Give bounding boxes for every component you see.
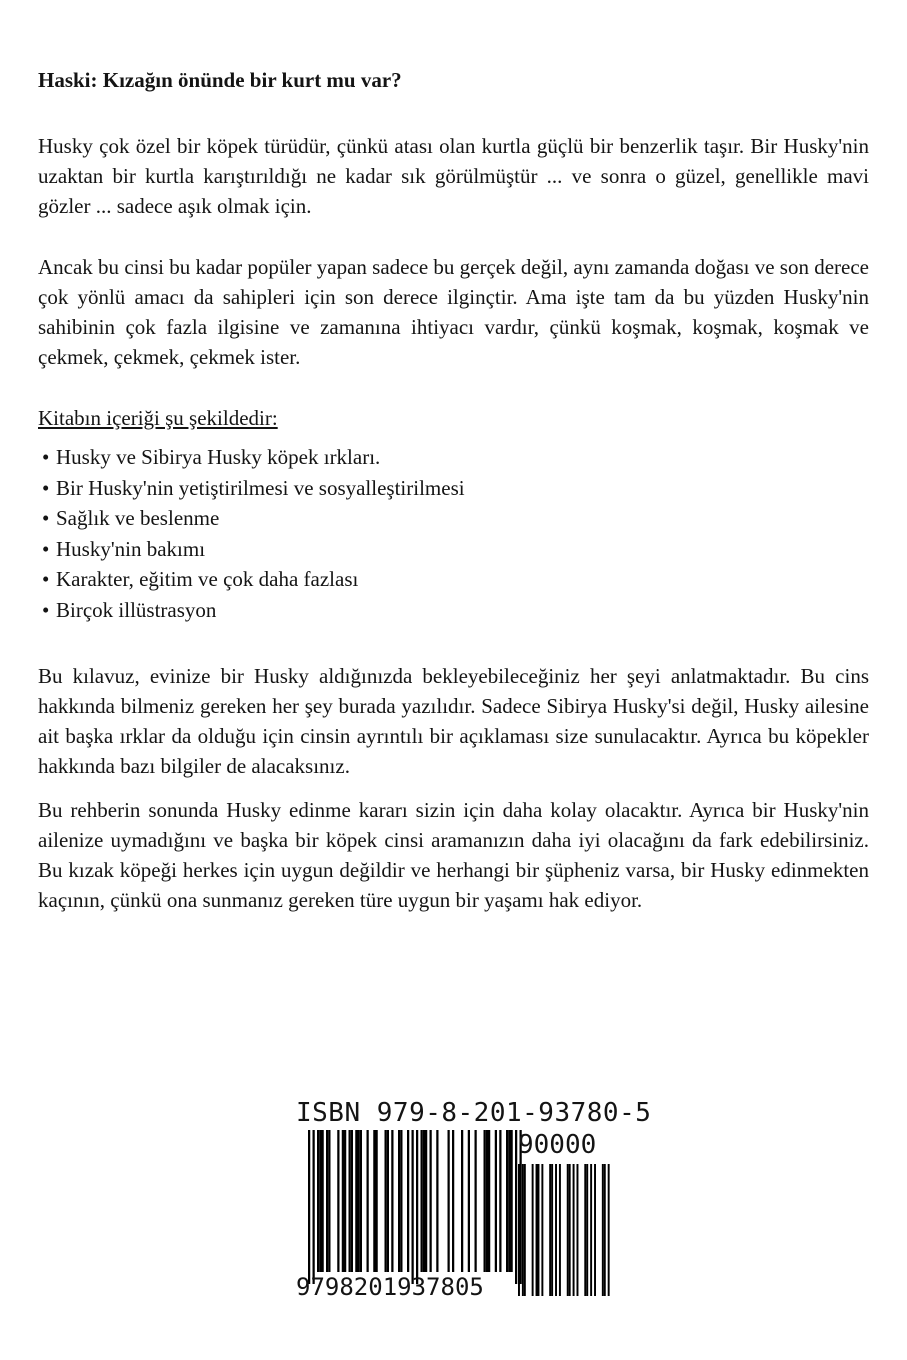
barcode-bar <box>387 1130 389 1272</box>
intro-paragraph-1: Husky çok özel bir köpek türüdür, çünkü atası olan kurtla güçlü bir benzerlik taşır. Bir Husky'nin uzaktan bir kurtla karıştırıldığı ne kadar sık görülmüştür ... ve sonra o güzel, genellikle mavi gözler ... sadece aşık olmak için. <box>38 134 869 218</box>
barcode-bar <box>349 1130 351 1272</box>
addon-barcode-bar <box>602 1164 604 1296</box>
barcode-bar <box>358 1130 360 1272</box>
addon-barcode-bar <box>604 1164 606 1296</box>
addon-barcode-bar <box>518 1164 520 1296</box>
toc-item <box>38 564 869 595</box>
barcode-bar <box>344 1130 346 1272</box>
barcode-bar <box>317 1130 319 1272</box>
addon-barcode-bar <box>536 1164 538 1296</box>
price-code: 90000 <box>518 1130 597 1160</box>
barcode-bar <box>452 1130 454 1272</box>
addon-barcode-bar <box>551 1164 553 1296</box>
outro-paragraph-2: Bu rehberin sonunda Husky edinme kararı sizin için daha kolay olacaktır. Ayrıca bir Husky'nin ailenize uymadığını ve başka bir köpek cinsi aramanızın daha iyi olacağını da fark edebilirsiniz. Bu kızak köpeği herkes için uygun değildir ve herhangi bir şüpheniz varsa, bir Husky edinmekten kaçının, çünkü ona sunmanız gereken türe uygun bir yaşamı hak ediyor. <box>38 798 869 912</box>
barcode-bar <box>326 1130 328 1272</box>
toc-item-label: Bir Husky'nin yetiştirilmesi ve sosyalleştirilmesi <box>56 475 465 500</box>
barcode-bar <box>385 1130 387 1272</box>
addon-barcode-bar <box>569 1164 571 1296</box>
toc-item <box>38 595 869 626</box>
barcode-bar <box>398 1130 400 1272</box>
barcode-bar <box>342 1130 344 1272</box>
bullet-icon: • <box>42 445 50 469</box>
addon-barcode-bar <box>573 1164 575 1296</box>
toc-item-label: Sağlık ve beslenme <box>56 506 220 530</box>
outro-paragraph-1: Bu kılavuz, evinize bir Husky aldığınızda bekleyebileceğiniz her şeyi anlatmaktadır. Bu cins hakkında bilmeniz gereken her şey burada yazılıdır. Sadece Sibirya Husky'si değil, Husky ailesine ait başka ırklar da olduğu için cinsin ayrıntılı bir açıklaması size sunulacaktır. Ayrıca bu köpekler hakkında bazı bilgiler de alacaksınız. <box>38 664 869 778</box>
addon-barcode-bar <box>586 1164 588 1296</box>
barcode-bar <box>360 1130 362 1272</box>
barcode-bar <box>421 1130 423 1272</box>
addon-barcode-bar <box>584 1164 586 1296</box>
addon-barcode-bar <box>522 1164 524 1296</box>
barcode-bar <box>486 1130 488 1272</box>
bullet-icon: • <box>42 536 50 561</box>
barcode-bar <box>515 1130 517 1284</box>
barcode-bar <box>412 1130 414 1284</box>
addon-barcode-bar <box>541 1164 543 1296</box>
toc-item <box>38 503 869 534</box>
barcode-bar <box>488 1130 490 1272</box>
barcode-bar <box>508 1130 510 1272</box>
toc-heading: Kitabın içeriği şu şekildedir: <box>38 406 278 430</box>
isbn-label: ISBN 979-8-201-93780-5 <box>296 1098 652 1128</box>
barcode-bar <box>484 1130 486 1272</box>
toc-item <box>38 534 869 565</box>
toc-item-label: Husky ve Sibirya Husky köpek ırkları. <box>56 445 381 469</box>
barcode-bar <box>328 1130 330 1272</box>
isbn-barcode <box>296 1098 652 1308</box>
toc-list <box>38 442 869 625</box>
barcode-bar <box>391 1130 393 1272</box>
barcode-bar <box>367 1130 369 1272</box>
addon-barcode-bar <box>567 1164 569 1296</box>
toc-item <box>38 473 869 504</box>
addon-barcode-bar <box>577 1164 579 1296</box>
addon-barcode-bar <box>608 1164 610 1296</box>
book-title: Haski: Kızağın önünde bir kurt mu var? <box>38 68 402 92</box>
barcode-bar <box>430 1130 432 1272</box>
bullet-icon: • <box>42 597 50 622</box>
addon-barcode-bar <box>594 1164 596 1296</box>
barcode-bar <box>337 1130 339 1272</box>
addon-barcode-bar <box>538 1164 540 1296</box>
barcode-bar <box>475 1130 477 1272</box>
barcode-bar <box>376 1130 378 1272</box>
barcode-bar <box>436 1130 438 1272</box>
toc-item-label: Karakter, eğitim ve çok daha fazlası <box>56 567 359 591</box>
barcode-bar <box>423 1130 425 1272</box>
barcode-bar <box>416 1130 418 1284</box>
addon-barcode-bar <box>524 1164 526 1296</box>
barcode-bar <box>351 1130 353 1272</box>
addon-barcode-bar <box>549 1164 551 1296</box>
addon-barcode-bar <box>532 1164 534 1296</box>
barcode-bar <box>355 1130 357 1272</box>
barcode-bar <box>511 1130 513 1272</box>
intro-paragraph-2: Ancak bu cinsi bu kadar popüler yapan sadece bu gerçek değil, aynı zamanda doğası ve son derece çok yönlü amacı da sahipleri için son derece ilginçtir. Ama işte tam da bu yüzden Husky'nin sahibinin çok fazla ilgisine ve zamanına ihtiyacı vardır, çünkü koşmak, koşmak, koşmak ve çekmek, çekmek, çekmek ister. <box>38 255 869 369</box>
toc-item <box>38 442 869 473</box>
barcode-bar <box>495 1130 497 1272</box>
barcode-bar <box>461 1130 463 1272</box>
barcode-digits: 9798201937805 <box>296 1273 484 1301</box>
bullet-icon: • <box>42 475 50 500</box>
addon-barcode-bar <box>590 1164 592 1296</box>
barcode-bar <box>499 1130 501 1272</box>
back-cover-text <box>38 66 869 946</box>
barcode-bar <box>319 1130 321 1272</box>
addon-barcode-bar <box>559 1164 561 1296</box>
barcode-bar <box>308 1130 310 1284</box>
barcode-bar <box>468 1130 470 1272</box>
toc-item-label: Husky'nin bakımı <box>56 536 206 561</box>
barcode-bar <box>400 1130 402 1272</box>
barcode-bar <box>506 1130 508 1272</box>
toc-item-label: Birçok illüstrasyon <box>56 597 217 622</box>
barcode-bar <box>373 1130 375 1272</box>
barcode-bar <box>313 1130 315 1284</box>
bullet-icon: • <box>42 567 50 591</box>
addon-barcode-bar <box>555 1164 557 1296</box>
barcode-bar <box>425 1130 427 1272</box>
barcode-bar <box>407 1130 409 1272</box>
barcode-bar <box>322 1130 324 1272</box>
bullet-icon: • <box>42 506 50 530</box>
barcode-bar <box>448 1130 450 1272</box>
